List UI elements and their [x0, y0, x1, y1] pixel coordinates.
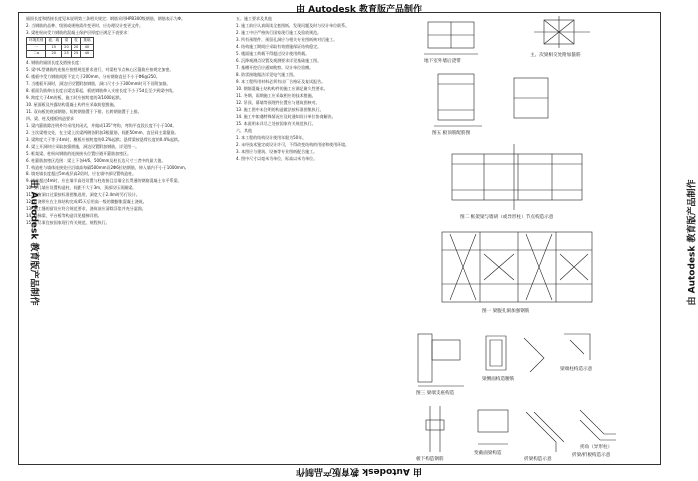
note-line: 11. 冬期、雨期施工应采取相应的技术措施。: [236, 92, 316, 98]
note-line: 8. 防雷接地做法详见电气施工图。: [236, 71, 298, 77]
note-line: 3. 梁跨度大于等于4m时，模板应按跨度的0.2%起拱；悬臂梁按悬臂长度的0.4%起拱。: [26, 136, 182, 142]
table-row: [27, 44, 94, 51]
table-cell: 15: [46, 44, 62, 51]
note-line: 13. 施工缝的留设应符合规范要求，浇筑前应清除浮浆并充分湿润。: [26, 206, 146, 212]
notes-column-left: [26, 16, 231, 462]
note-line: 4. 结构施工期间应采取有效措施保证结构稳定。: [236, 43, 322, 49]
note-line: 9. 墙高超过4m时，应在墙半高处设置与柱连接且沿墙全长贯通的钢筋混凝土水平系梁。: [26, 178, 182, 184]
note-line: 7. 构造柱与墙体连接处应沿墙高每隔500mm设2Φ6拉结钢筋，伸入墙内不小于1000mm。: [26, 164, 189, 170]
detail-beam-cross: [534, 16, 590, 48]
caption-frame-node: 图二 框架梁与墙胡（或异形柱）节点构造示意: [460, 215, 554, 220]
caption-beam-support: 图三 梁端支座构造: [416, 391, 455, 396]
note-line: 2. 未经技术鉴定或设计许可，不得改变结构的用途和使用环境。: [236, 141, 350, 147]
table-header-cell: 梁: [62, 37, 72, 44]
caption-corner: 拐角（异形柱）: [580, 445, 613, 450]
watermark-bottom: 由 Autodesk 教育版产品制作: [296, 466, 423, 476]
note-line: 13. 施工图中未注明的构造做法按标准图集执行。: [236, 106, 324, 112]
note-line: 12. 吊顶、幕墙等预埋件位置应与建筑图核对。: [236, 99, 320, 105]
note-line: 锚固长度和搭接长度见本说明第三条相关规定；钢筋采用HPB300级钢筋，钢筋表示为Φ。: [26, 16, 185, 21]
table-cell: 40: [81, 51, 93, 58]
note-line: 11. 门窗洞口过梁按标准图集选用，洞宽大于2.4m时另行设计。: [26, 192, 140, 198]
note-line: 12. 后浇带应在主体结构完成45天后用高一级的微膨胀混凝土浇筑。: [26, 199, 147, 205]
note-line: 1. 施工前应认真阅读全套图纸，发现问题及时与设计单位联系。: [236, 22, 350, 28]
note-line: 3. 梁柱纵向受力钢筋的混凝土保护层厚度应满足下表要求：: [26, 29, 132, 35]
note-line: 8. 填充墙长度超过5m或层高2倍时，应在墙中部设置构造柱。: [26, 171, 137, 177]
note-line: 3. 所有预埋件、预留孔洞应与相关专业图纸核对后施工。: [236, 36, 338, 42]
note-line: 2. 主次梁相交处，在主梁上次梁两侧各附加3根箍筋，间距50mm，直径同主梁箍筋。: [26, 129, 179, 135]
table-cell: 20: [62, 44, 72, 51]
section-heading: 四、梁、柱及楼板构造要求: [26, 115, 74, 121]
cover-table: [26, 37, 94, 58]
note-line: 5. 楼面施工荷载不得超过设计使用荷载。: [236, 50, 310, 56]
caption-wall-joint: 地下室外墙后浇带: [424, 59, 461, 64]
note-line: 15. 未尽事宜按国家现行有关规范、规程执行。: [26, 220, 110, 226]
note-line: 4. 梁上开洞时应采取加强措施，洞边设置附加钢筋，详见图一。: [26, 143, 140, 149]
watermark-left: 由 Autodesk 教育版产品制作: [28, 179, 39, 306]
detail-beam-support: [418, 334, 464, 386]
section-heading: 六、其他: [236, 127, 252, 133]
note-line: 2. 当钢筋的品种、级别或规格需作变更时，应办理设计变更文件。: [26, 22, 144, 28]
note-line: 8. 板面负筋伸出长度自梁边算起，板底钢筋伸入支座长度不小于5d且至少到梁中线。: [26, 87, 177, 93]
table-row: [27, 51, 94, 58]
detail-drawings: [394, 14, 644, 464]
note-line: 10. 钢筋混凝土结构构件的施工应满足耐久性要求。: [236, 85, 328, 91]
table-header-cell: 柱: [71, 37, 81, 44]
watermark-right: 由 Autodesk 教育版产品制作: [687, 179, 698, 306]
note-line: 2. 施工中应严格执行国家现行施工及验收规范。: [236, 29, 322, 35]
section-heading: 五、施工要求及其他: [236, 16, 272, 21]
note-line: 5. 框架梁、柱纵向钢筋的连接接头位置应避开箍筋加密区。: [26, 150, 132, 156]
table-header-cell: 基础: [81, 37, 93, 44]
note-line: 14. 楼梯梁、平台板等构造详见楼梯详图。: [26, 213, 102, 219]
detail-frame-node: [452, 144, 582, 210]
caption-variable-beam: 变截面梁构造: [474, 451, 502, 456]
note-line: 9. 跨度大于4m的板，施工时应按跨度的3/1000起拱。: [26, 94, 124, 100]
note-line: 6. 沉降观测点设置及观测要求详见基础施工图。: [236, 57, 322, 63]
table-cell: 20: [46, 51, 62, 58]
caption-beam-cross: 主、次梁相交处附加箍筋: [530, 53, 581, 58]
table-cell: 20: [71, 44, 81, 51]
note-line: 9. 本工程所用材料必须有出厂合格证及复试报告。: [236, 78, 326, 84]
note-line: 5. 梁中L型钢筋的连接应按照规范要求进行，对梁柱节点核心区箍筋应按规定加密。: [26, 66, 174, 72]
table-header-cell: 板、墙: [46, 37, 62, 44]
note-line: 4. 图中尺寸以毫米为单位，标高以米为单位。: [236, 155, 318, 161]
caption-slab: 图五 板顶筋配筋图: [432, 131, 471, 136]
note-line: 7. 当楼板开洞时，洞边应设置附加钢筋，洞口尺寸小于300mm时可不设附加筋。: [26, 80, 171, 86]
table-cell: 25: [71, 51, 81, 58]
note-line: 10. 屋面板及外露结构混凝土构件应采取防裂措施。: [26, 101, 118, 107]
caption-folded-slab: 折梁/折板构造示意: [572, 453, 611, 458]
caption-slab-bottom: 板下构造钢筋: [416, 457, 444, 462]
note-line: 11. 双向板的底部钢筋，短跨钢筋置于下排，长跨钢筋置于上排。: [26, 108, 142, 114]
note-line: 1. 本工程的结构设计使用年限为50年。: [236, 134, 307, 140]
detail-slab-rebar: [434, 74, 548, 126]
note-line: 3. 本图应与建筑、设备等专业图纸配合施工。: [236, 148, 318, 154]
note-line: 6. 楼板中受力钢筋间距不宜大于200mm，分布钢筋直径不小于Φ6@250。: [26, 73, 160, 79]
caption-beam-end: 梁端柱构造示意: [560, 367, 593, 372]
note-line: 6. 柱箍筋加密区范围：梁上下各H/6、500mm及柱长边尺寸三者中的最大值。: [26, 157, 166, 163]
caption-side-rebar: 梁侧面构造腰筋: [482, 377, 515, 382]
table-cell: 25: [62, 51, 72, 58]
table-cell: 40: [81, 44, 93, 51]
note-line: 14. 施工中如遇特殊情况应及时通知设计单位协商解决。: [236, 113, 336, 119]
detail-wall-joint: [424, 22, 478, 54]
note-line: 15. 本说明未详尽之处按国家有关规范执行。: [236, 120, 316, 126]
note-line: 1. 梁内箍筋除注明外均采用封闭式，并做成135°弯钩，弯钩平直段长度不小于10d。: [26, 122, 177, 128]
table-cell: 二a: [27, 51, 46, 58]
notes-column-middle: [236, 16, 394, 462]
note-line: 4. 钢筋的锚固长度及搭接长度：: [26, 59, 84, 65]
caption-hole: 图一 梁腹孔洞加强钢筋: [482, 309, 530, 314]
note-line: 7. 基槽开挖后应通知勘察、设计单位验槽。: [236, 64, 314, 70]
note-line: 10. 女儿墙应设置构造柱，间距不大于3m，顶部设压顶圈梁。: [26, 185, 137, 191]
watermark-top: 由 Autodesk 教育版产品制作: [296, 5, 423, 15]
caption-folded-beam: 折梁构造示意: [524, 457, 552, 462]
table-header-cell: 环境类别: [27, 37, 46, 44]
detail-hole-grid: [442, 232, 592, 302]
table-cell: 一: [27, 44, 46, 51]
